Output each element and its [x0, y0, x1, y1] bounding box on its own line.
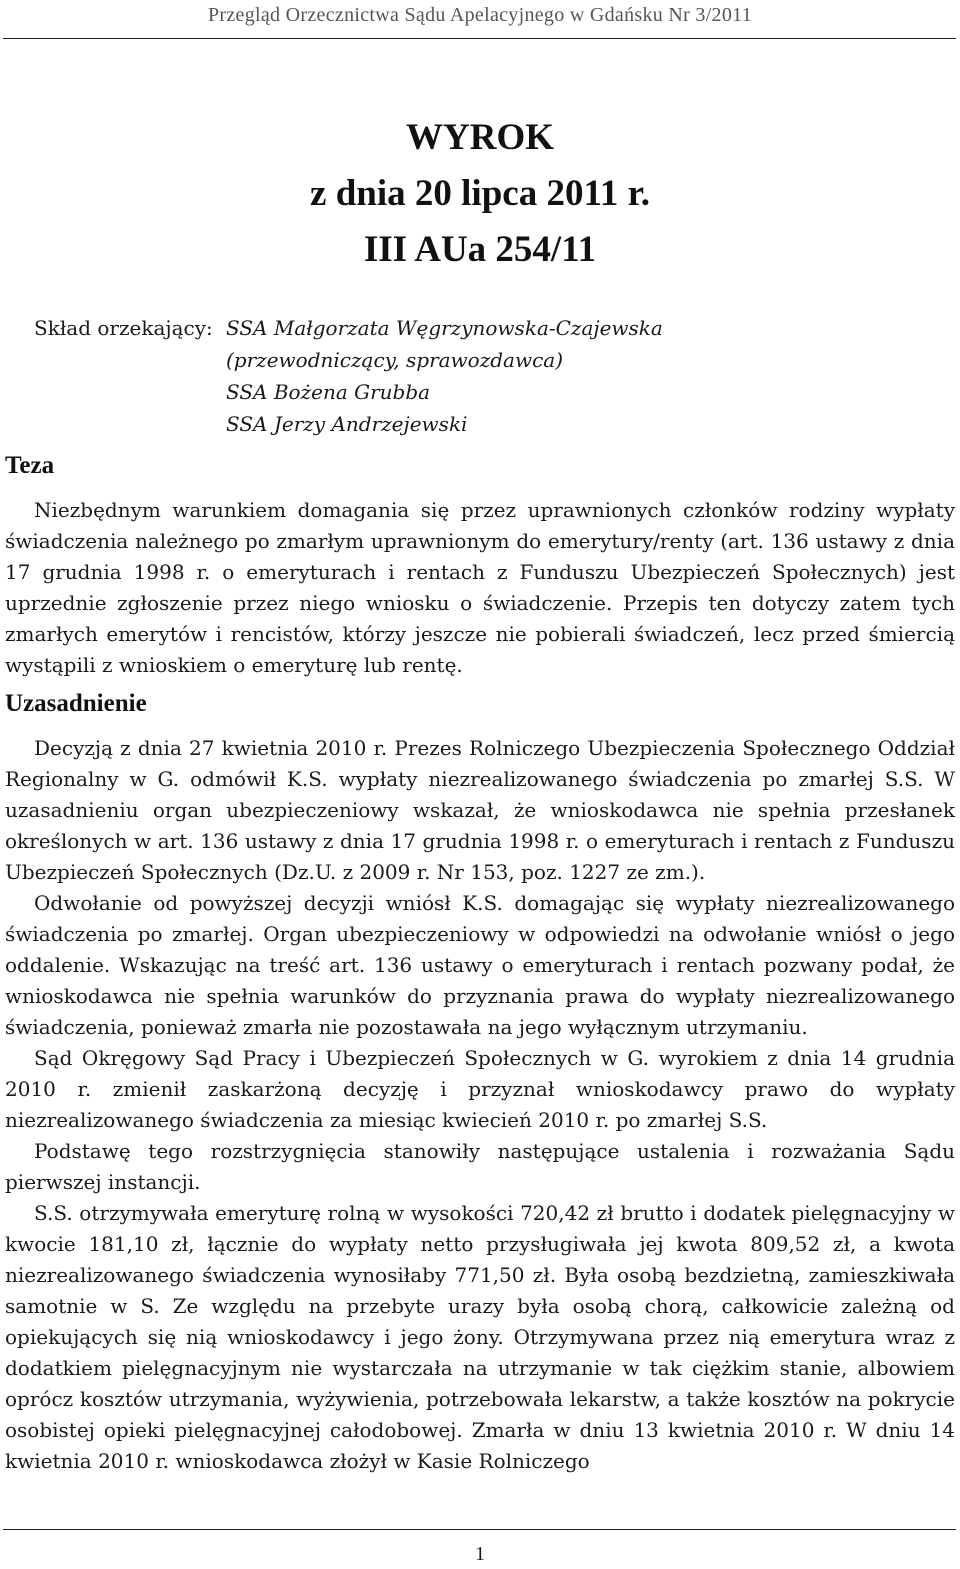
panel-members	[226, 312, 663, 440]
judgment-date: z dnia 20 lipca 2011 r.	[310, 173, 650, 214]
body-paragraph: Decyzją z dnia 27 kwietnia 2010 r. Prezes Rolniczego Ubezpieczenia Społecznego Oddział Regionalny w G. odmówił K.S. wypłaty niezrealizowanego świadczenia po zmarłej S.S. W uzasadnieniu organ ubezpieczeniowy wskazał, że wnioskodawca nie spełnia przesłanek określonych w art. 136 ustawy z dnia 17 grudnia 1998 r. o emeryturach i rentach z Funduszu Ubezpieczeń Społecznych (Dz.U. z 2009 r. Nr 153, poz. 1227 ze zm.).	[5, 736, 955, 884]
judgment-title	[0, 110, 960, 278]
uzasadnienie-heading: Uzasadnienie	[5, 690, 147, 717]
panel-member: SSA Małgorzata Węgrzynowska-Czajewska	[226, 316, 663, 340]
panel-member: SSA Jerzy Andrzejewski	[226, 412, 468, 436]
panel-label: Skład orzekający:	[34, 316, 213, 340]
teza-body	[5, 495, 955, 681]
document-type: WYROK	[406, 117, 554, 158]
body-paragraph: Sąd Okręgowy Sąd Pracy i Ubezpieczeń Społecznych w G. wyrokiem z dnia 14 grudnia 2010 r. zmienił zaskarżoną decyzję i przyznał wnioskodawcy prawo do wypłaty niezrealizowanego świadczenia za miesiąc kwiecień 2010 r. po zmarłej S.S.	[5, 1046, 955, 1132]
teza-paragraph: Niezbędnym warunkiem domagania się przez uprawnionych członków rodziny wypłaty świadczenia należnego po zmarłym uprawnionym do emerytury/renty (art. 136 ustawy z dnia 17 grudnia 1998 r. o emeryturach i rentach z Funduszu Ubezpieczeń Społecznych) jest uprzednie zgłoszenie przez niego wniosku o świadczenie. Przepis ten dotyczy zatem tych zmarłych emerytów i rencistów, którzy jeszcze nie pobierali świadczeń, lecz przed śmiercią wystąpili z wnioskiem o emeryturę lub rentę.	[5, 498, 955, 677]
header-rule	[3, 38, 956, 39]
body-paragraph: Odwołanie od powyższej decyzji wniósł K.S. domagając się wypłaty niezrealizowanego świadczenia po zmarłej. Organ ubezpieczeniowy w odpowiedzi na odwołanie wniósł o jego oddalenie. Wskazując na treść art. 136 ustawy o emeryturach i rentach pozwany podał, że wnioskodawca nie spełnia warunków do przyznania prawa do wypłaty niezrealizowanego świadczenia, ponieważ zmarła nie pozostawała na jego wyłącznym utrzymaniu.	[5, 891, 955, 1039]
page-number: 1	[475, 1543, 485, 1565]
teza-heading: Teza	[5, 452, 55, 479]
case-number: III AUa 254/11	[363, 229, 597, 270]
panel-member-role: (przewodniczący, sprawozdawca)	[226, 348, 564, 372]
running-header: Przegląd Orzecznictwa Sądu Apelacyjnego w Gdańsku Nr 3/2011	[207, 4, 753, 26]
body-paragraph: Podstawę tego rozstrzygnięcia stanowiły następujące ustalenia i rozważania Sądu pierwszej instancji.	[5, 1139, 955, 1194]
uzasadnienie-body	[5, 733, 955, 1477]
footer-rule	[3, 1529, 956, 1530]
panel-member: SSA Bożena Grubba	[226, 380, 431, 404]
body-paragraph: S.S. otrzymywała emeryturę rolną w wysokości 720,42 zł brutto i dodatek pielęgnacyjny w kwocie 181,10 zł, łącznie do wypłaty netto przysługiwała jej kwota 809,52 zł, a kwota niezrealizowanego świadczenia wynosiłaby 771,50 zł. Była osobą bezdzietną, zamieszkiwała samotnie w S. Ze względu na przebyte urazy była osobą chorą, całkowicie zależną od opiekujących się nią wnioskodawcy i jego żony. Otrzymywana przez nią emerytura wraz z dodatkiem pielęgnacyjnym nie wystarczała na utrzymanie w tak ciężkim stanie, albowiem oprócz kosztów utrzymania, wyżywienia, potrzebowała lekarstw, a także kosztów na pokrycie osobistej opieki pielęgnacyjnej całodobowej. Zmarła w dniu 13 kwietnia 2010 r. W dniu 14 kwietnia 2010 r. wnioskodawca złożył w Kasie Rolniczego	[5, 1201, 955, 1473]
